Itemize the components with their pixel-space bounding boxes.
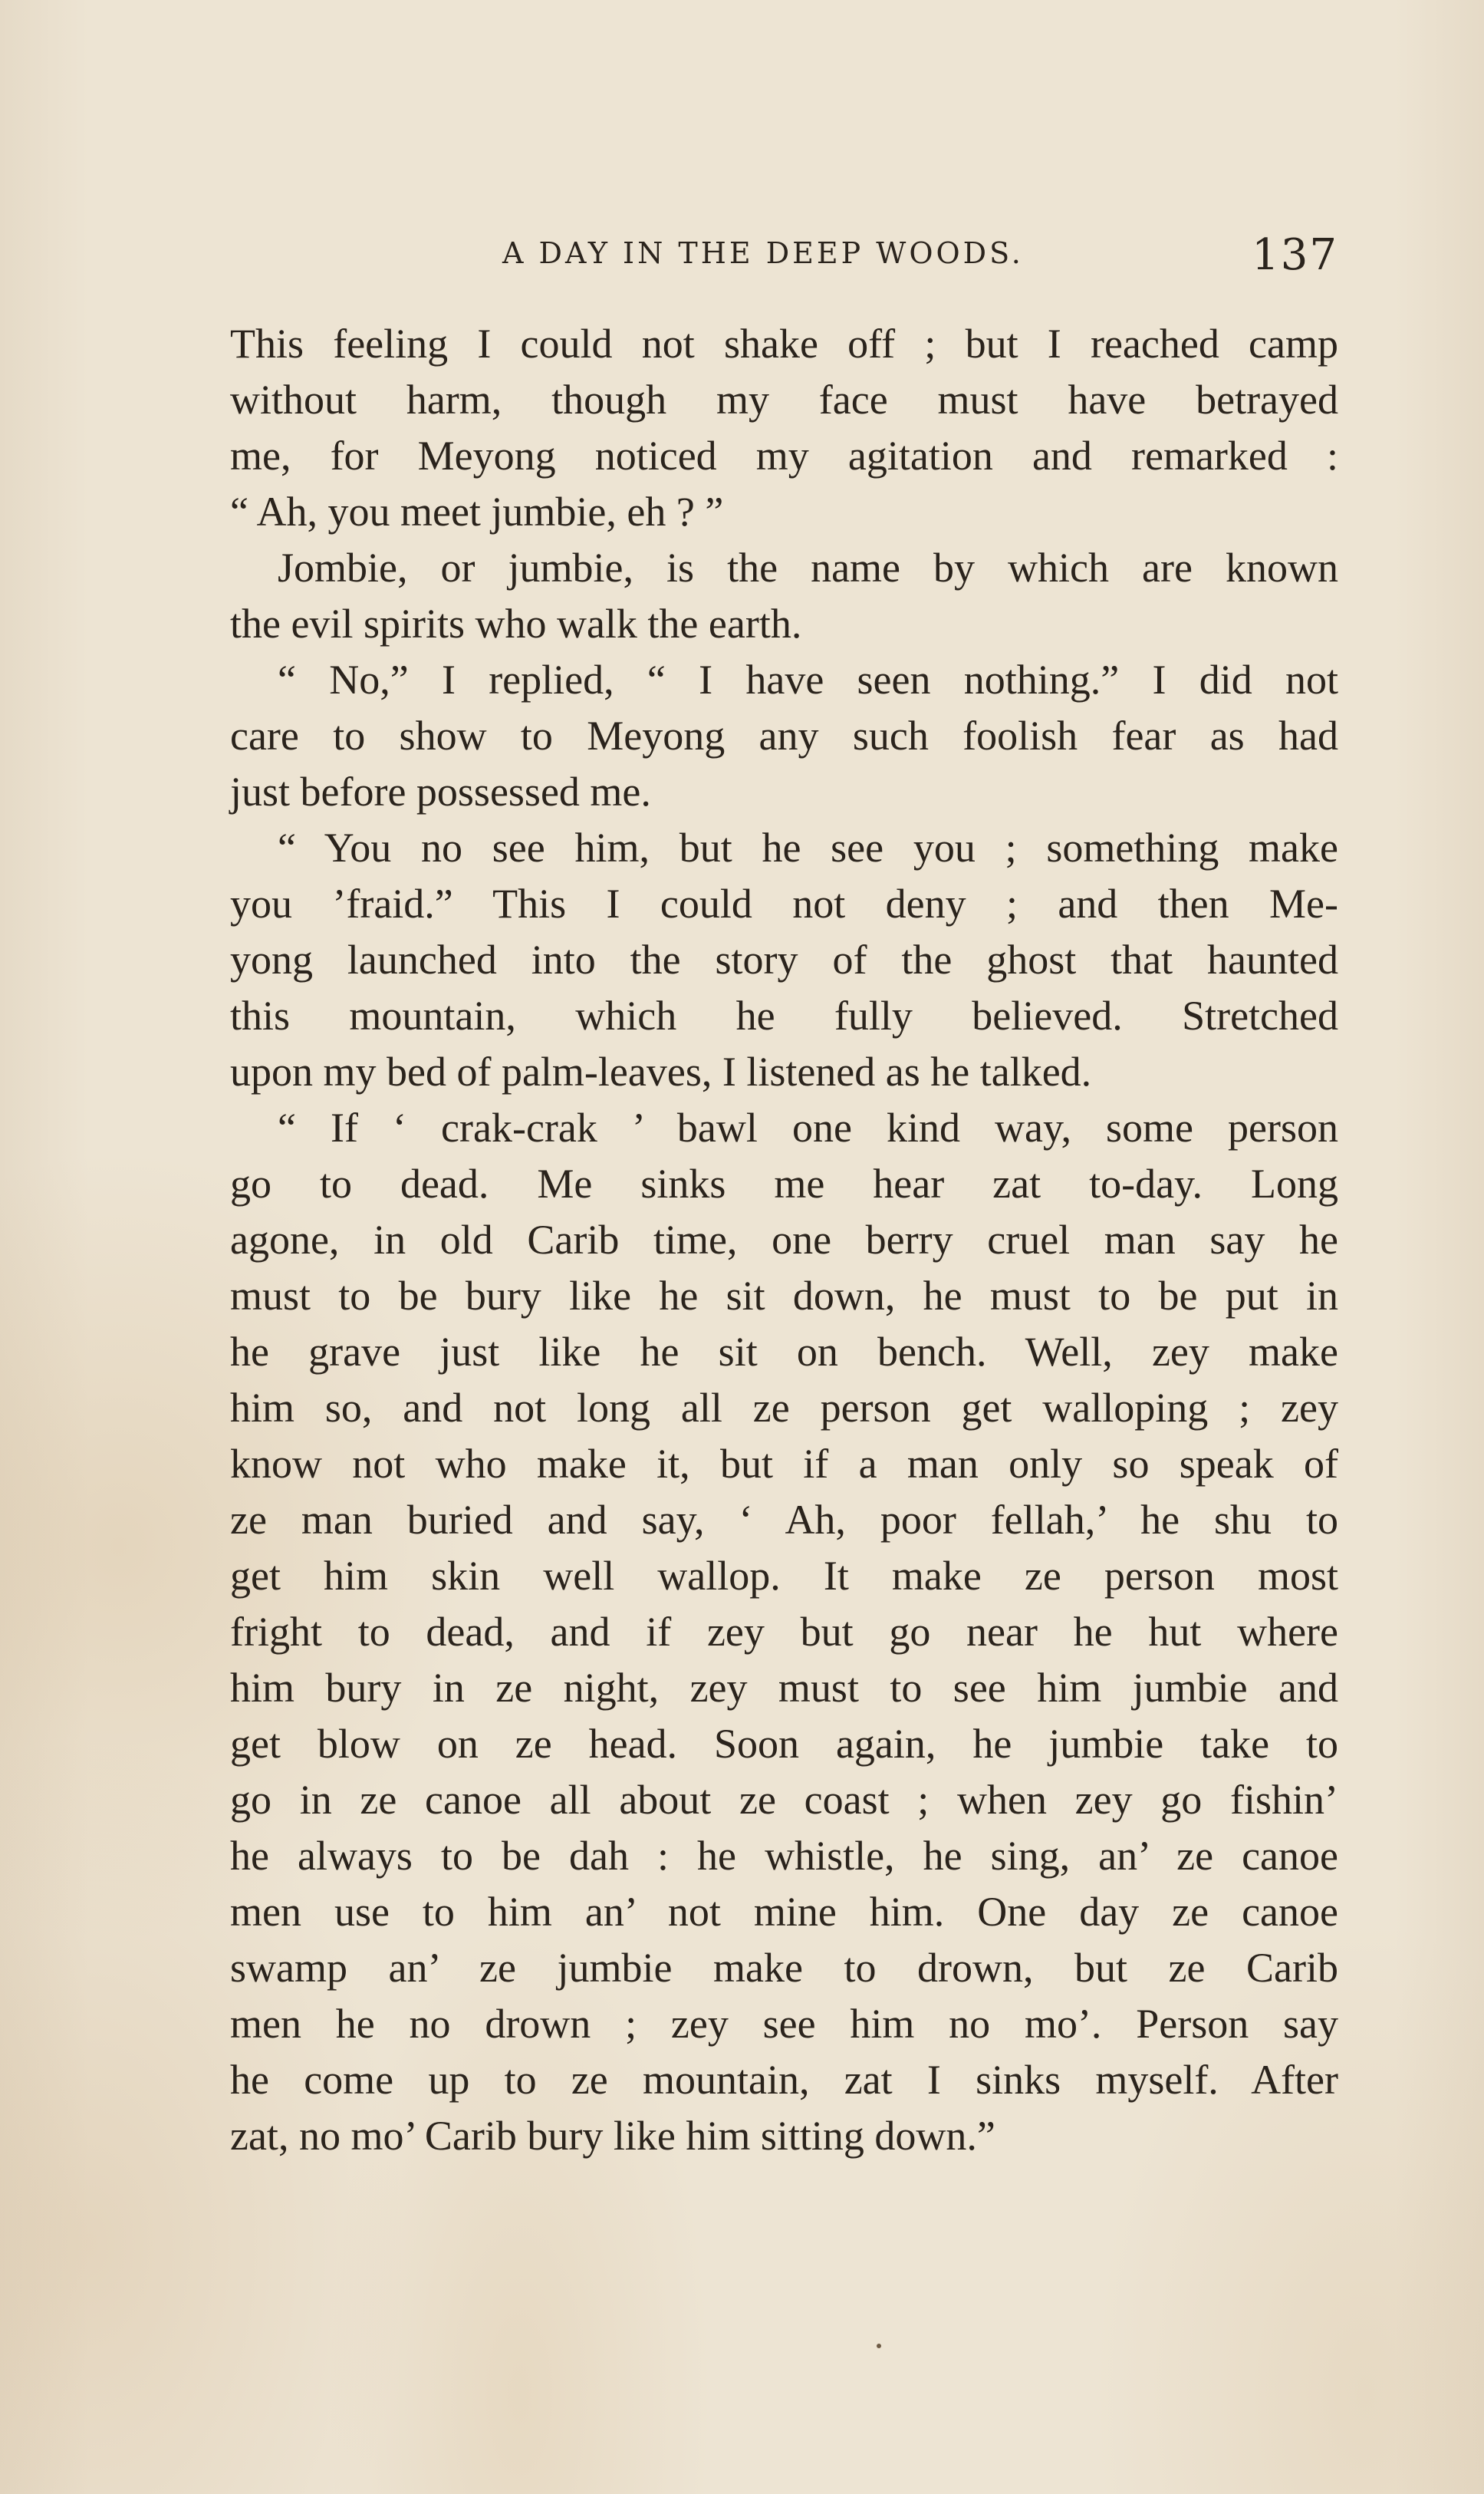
paragraph bbox=[230, 316, 1338, 540]
page-header bbox=[230, 230, 1338, 284]
text-line: “ If ‘ crak-crak ’ bawl one kind way, some person bbox=[278, 1105, 1338, 1151]
text-line: this mountain, which he fully believed. Stretched bbox=[230, 993, 1338, 1039]
text-line: This feeling I could not shake off ; but I reached camp bbox=[230, 321, 1338, 367]
text-line: go to dead. Me sinks me hear zat to-day. Long bbox=[230, 1161, 1338, 1207]
text-line: him so, and not long all ze person get walloping ; zey bbox=[230, 1385, 1338, 1431]
text-line: get blow on ze head. Soon again, he jumbie take to bbox=[230, 1721, 1338, 1767]
running-title: A DAY IN THE DEEP WOODS. bbox=[502, 236, 1024, 270]
text-line: he grave just like he sit on bench. Well, zey make bbox=[230, 1329, 1338, 1375]
text-line: get him skin well wallop. It make ze person most bbox=[230, 1553, 1338, 1599]
paragraph bbox=[230, 820, 1338, 1100]
text-line: swamp an’ ze jumbie make to drown, but ze Carib bbox=[230, 1945, 1338, 1991]
text-line: without harm, though my face must have betrayed bbox=[230, 377, 1338, 423]
text-line: go in ze canoe all about ze coast ; when zey go fishin’ bbox=[230, 1777, 1338, 1823]
paper-speck bbox=[877, 2344, 881, 2348]
page-number: 137 bbox=[1252, 230, 1338, 280]
text-line: “ No,” I replied, “ I have seen nothing.” I did not bbox=[278, 657, 1338, 703]
text-line: upon my bed of palm-leaves, I listened as he talked. bbox=[230, 1049, 1092, 1095]
text-line: he come up to ze mountain, zat I sinks myself. After bbox=[230, 2057, 1338, 2103]
text-line: me, for Meyong noticed my agitation and remarked : bbox=[230, 433, 1338, 479]
paragraph bbox=[230, 540, 1338, 652]
text-line: ze man buried and say, ‘ Ah, poor fellah,’ he shu to bbox=[230, 1497, 1338, 1543]
text-line: care to show to Meyong any such foolish fear as had bbox=[230, 713, 1338, 759]
text-line: the evil spirits who walk the earth. bbox=[230, 601, 802, 647]
body-text bbox=[230, 316, 1338, 2164]
text-line: you ’fraid.” This I could not deny ; and then Me- bbox=[230, 881, 1338, 927]
text-line: know not who make it, but if a man only so speak of bbox=[230, 1441, 1338, 1487]
text-line: he always to be dah : he whistle, he sing, an’ ze canoe bbox=[230, 1833, 1338, 1879]
text-line: just before possessed me. bbox=[230, 769, 651, 815]
text-line: men he no drown ; zey see him no mo’. Person say bbox=[230, 2001, 1338, 2047]
text-line: him bury in ze night, zey must to see him jumbie and bbox=[230, 1665, 1338, 1711]
text-line: zat, no mo’ Carib bury like him sitting down.” bbox=[230, 2113, 995, 2159]
text-line: “ Ah, you meet jumbie, eh ? ” bbox=[230, 489, 724, 535]
text-line: must to be bury like he sit down, he must to be put in bbox=[230, 1273, 1338, 1319]
text-line: yong launched into the story of the ghost that haunted bbox=[230, 937, 1338, 983]
paragraph bbox=[230, 1100, 1338, 2164]
text-line: fright to dead, and if zey but go near he hut where bbox=[230, 1609, 1338, 1655]
text-line: Jombie, or jumbie, is the name by which are known bbox=[278, 545, 1338, 591]
text-line: “ You no see him, but he see you ; something make bbox=[278, 825, 1338, 871]
text-line: agone, in old Carib time, one berry cruel man say he bbox=[230, 1217, 1338, 1263]
paragraph bbox=[230, 652, 1338, 820]
text-line: men use to him an’ not mine him. One day ze canoe bbox=[230, 1889, 1338, 1935]
